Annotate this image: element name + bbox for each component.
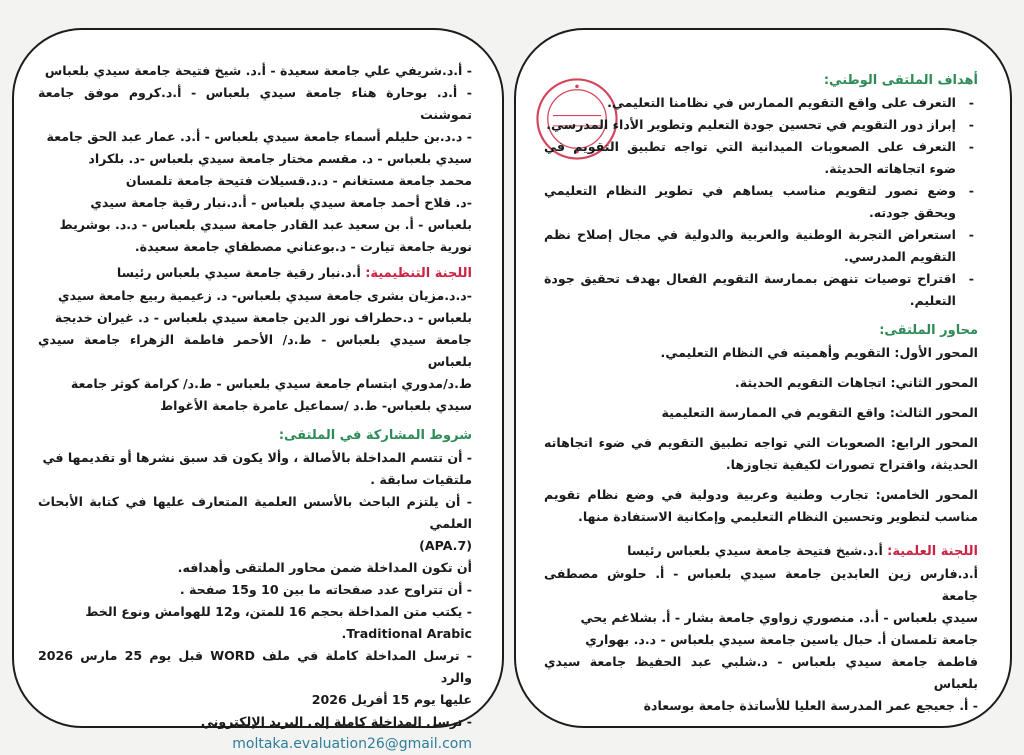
axis-label: المحور الثاني: xyxy=(886,375,978,390)
org-committee-line xyxy=(38,262,472,285)
sci-committee-line xyxy=(544,540,978,563)
condition-line: Traditional Arabic. xyxy=(341,626,472,641)
goals-list xyxy=(544,92,978,312)
axis-text: اتجاهات التقويم الحديثة. xyxy=(734,375,887,390)
member-line: سيدي بلعباس - أ.د. منصوري زواوي جامعة بشار - أ. بشلاغم يحي xyxy=(580,610,978,625)
member-line: - أ.د. بوحارة هناء جامعة سيدي بلعباس - أ.د.كروم موفق جامعة تموشنت xyxy=(38,85,472,122)
left-panel-content xyxy=(38,60,472,755)
member-line: -د. فلاح أحمد جامعة سيدي بلعباس - أ.د.نبار رقية جامعة سيدي xyxy=(90,195,472,210)
member-line: أ.د.فارس زين العابدين جامعة سيدي بلعباس - أ. حلوش مصطفى جامعة xyxy=(544,566,978,603)
axis-item xyxy=(544,342,978,364)
goal-item: - وضع تصور لتقويم مناسب يساهم في تطوير النظام التعليمي ويحقق جودته. xyxy=(544,180,978,224)
member-line: فاطمة جامعة سيدي بلعباس - د.شلبي عبد الحفيظ جامعة سيدي بلعباس xyxy=(544,654,978,691)
condition-line: عليها يوم 15 أفريل 2026 xyxy=(311,692,472,707)
axis-item xyxy=(544,402,978,424)
member-line: محمد جامعة مستغانم - د.د.قسيلات فتيحة جامعة تلمسان xyxy=(125,173,472,188)
member-line: ط.د/مدوري ابتسام جامعة سيدي بلعباس - ط.د/ كرامة كوثر جامعة xyxy=(70,376,472,391)
member-line: جامعة تلمسان أ. حبال ياسين جامعة سيدي بلعباس - د.د. بهواري xyxy=(585,632,978,647)
member-line: - أ.د.شريفي علي جامعة سعيدة - أ.د. شيخ فتيحة جامعة سيدي بلعباس xyxy=(44,63,472,78)
axis-label: المحور الخامس: xyxy=(868,487,979,502)
goal-item: - التعرف على واقع التقويم الممارس في نظامنا التعليمي. xyxy=(544,92,978,114)
right-panel-content xyxy=(544,70,978,717)
sci-committee-members-continued xyxy=(38,60,472,258)
axis-text: تجارب وطنية وعربية ودولية في وضع نظام تقويم مناسب لتطوير وتحسين النظام التعليمي وإمكانية الاستفادة منها. xyxy=(544,487,978,524)
member-line: - د.د.بن حليلم أسماء جامعة سيدي بلعباس - أ.د. عمار عبد الحق جامعة xyxy=(46,129,472,144)
axis-label: المحور الرابع: xyxy=(884,435,978,450)
contact-email[interactable]: moltaka.evaluation26@gmail.com xyxy=(232,736,472,752)
goal-item: - التعرف على الصعوبات الميدانية التي تواجه تطبيق التقويم في ضوء اتجاهاته الحديثة. xyxy=(544,136,978,180)
axis-item xyxy=(544,372,978,394)
member-line: سيدي بلعباس- ط.د /سماعيل عامرة جامعة الأغواط xyxy=(160,398,472,413)
axes-heading: محاور الملتقى: xyxy=(879,323,978,338)
condition-line: - ترسل المداخلة كاملة في ملف WORD قبل يوم 25 مارس 2026 والرد xyxy=(38,648,472,685)
condition-line: - أن يلتزم الباحث بالأسس العلمية المتعارف عليها في كتابة الأبحاث العلمي xyxy=(38,494,472,531)
axis-text: الصعوبات التي تواجه تطبيق التقويم في ضوء اتجاهاته الحديثة، واقتراح تصورات لكيفية تجاوزها. xyxy=(544,435,978,472)
axis-label: المحور الثالث: xyxy=(885,405,978,420)
sci-committee-members xyxy=(544,563,978,717)
axis-text: التقويم وأهميته في النظام التعليمي. xyxy=(660,345,891,360)
axis-item xyxy=(544,484,978,528)
member-line: بلعباس - أ. بن سعيد عبد القادر جامعة سيدي بلعباس - د.د. بوشريط xyxy=(59,217,472,232)
org-committee-chair: أ.د.نبار رقية جامعة سيدي بلعباس رئيسا xyxy=(116,265,361,280)
member-line: - أ. جعيجع عمر المدرسة العليا للأساتذة جامعة بوسعادة xyxy=(643,698,978,713)
left-panel xyxy=(12,28,504,752)
condition-line: - أن تتسم المداخلة بالأصالة ، وألا يكون قد سبق نشرها أو تقديمها في xyxy=(42,450,472,465)
axis-text: واقع التقويم في الممارسة التعليمية xyxy=(661,405,886,420)
conditions-heading: شروط المشاركة في الملتقى: xyxy=(278,428,472,443)
condition-line: - أن تتراوح عدد صفحاته ما بين 10 و15 صفحة . xyxy=(179,582,472,597)
member-line: بلعباس - د.حطراف نور الدين جامعة سيدي بلعباس - د. غيران خديجة xyxy=(54,310,472,325)
goal-item: - استعراض التجربة الوطنية والعربية والدولية في مجال إصلاح نظم التقويم المدرسي. xyxy=(544,224,978,268)
goal-item: - اقتراح توصيات تنهض بممارسة التقويم الفعال بهدف تحقيق جودة التعليم. xyxy=(544,268,978,312)
condition-line: أن تكون المداخلة ضمن محاور الملتقى وأهدافه. xyxy=(177,560,472,575)
condition-line: ملتقيات سابقة . xyxy=(370,472,472,487)
goal-item: - إبراز دور التقويم في تحسين جودة التعليم وتطوير الأداء المدرسي. xyxy=(544,114,978,136)
condition-line: - يكتب متن المداخلة بحجم 16 للمتن، و12 للهوامش ونوع الخط xyxy=(85,604,472,619)
sci-committee-chair: أ.د.شيخ فتيحة جامعة سيدي بلعباس رئيسا xyxy=(627,543,883,558)
sci-committee-heading: اللجنة العلمية: xyxy=(887,544,978,559)
member-line: نورية جامعة تيارت - د.بوعناني مصطفاي جامعة سعيدة. xyxy=(134,239,472,254)
member-line: سيدي بلعباس - د. مقسم مختار جامعة سيدي بلعباس -د. بلكراد xyxy=(88,151,472,166)
axes-list xyxy=(544,342,978,528)
member-line: -د.د.مزيان بشرى جامعة سيدي بلعباس- د. زعيمية ربيع جامعة سيدي xyxy=(58,288,472,303)
member-line: جامعة سيدي بلعباس - ط.د/ الأحمر فاطمة الزهراء جامعة سيدي بلعباس xyxy=(38,332,472,369)
condition-line: (APA.7) xyxy=(419,538,472,553)
right-panel xyxy=(514,28,1012,728)
org-committee-members xyxy=(38,285,472,417)
org-committee-heading: اللجنة التنظيمية: xyxy=(365,266,472,281)
conditions-list xyxy=(38,447,472,733)
goals-heading: أهداف الملتقى الوطني: xyxy=(823,73,978,88)
axis-label: المحور الأول: xyxy=(890,345,978,360)
condition-line: - ترسل المداخلة كاملة إلى البريد الإلكتروني xyxy=(200,714,472,729)
axis-item xyxy=(544,432,978,476)
